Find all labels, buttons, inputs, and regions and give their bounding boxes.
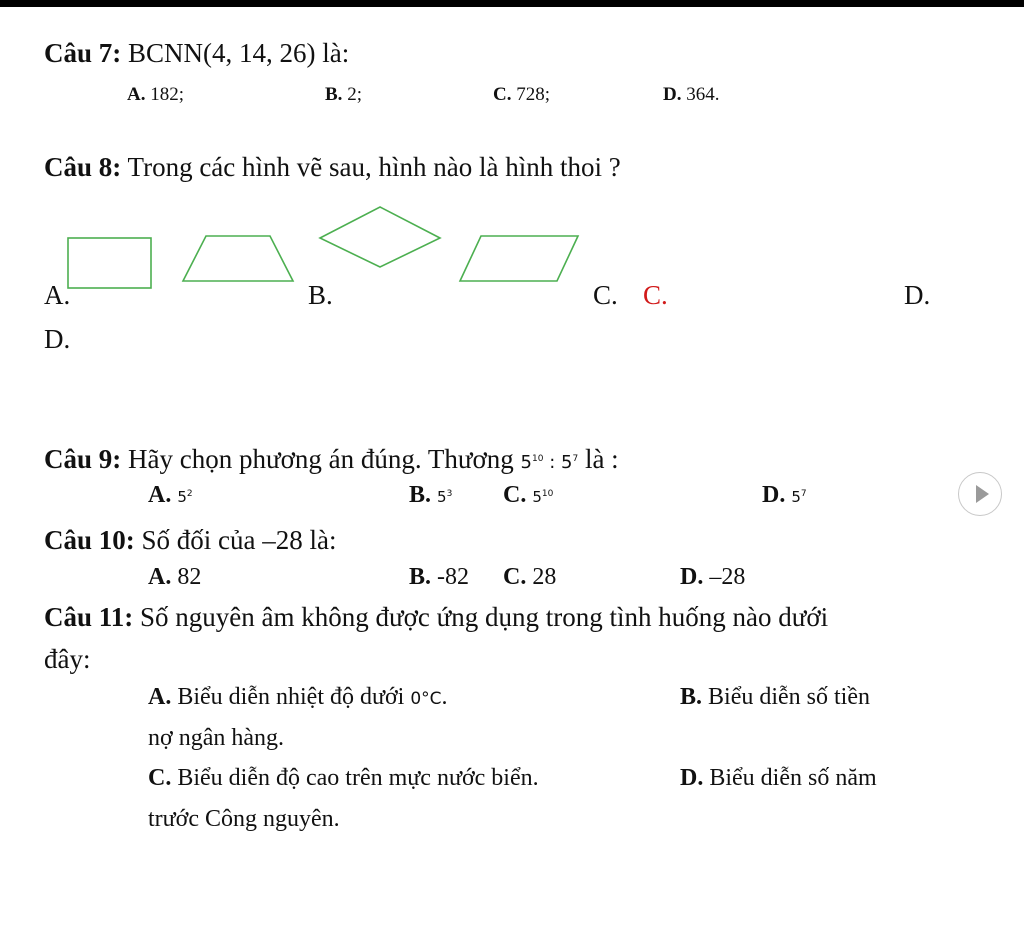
q9-option-d: D. $5^7$ xyxy=(762,482,807,508)
q8-label-d-repeat: D. xyxy=(44,324,71,354)
trapezoid-shape xyxy=(183,236,293,281)
q7-text: BCNN(4, 14, 26) là: xyxy=(128,38,350,68)
q11-title: Câu 11: xyxy=(44,602,134,632)
q11-heading xyxy=(44,602,828,633)
q10-option-a: A. 82 xyxy=(148,564,202,590)
q11-option-a: A. Biểu diễn nhiệt độ dưới 0°C. xyxy=(148,684,448,710)
q10-text: Số đối của –28 là: xyxy=(141,525,337,555)
q9-option-c: C. $5^{10}$ xyxy=(503,482,554,508)
q10-option-d: D. –28 xyxy=(680,564,746,590)
q9-text-end: là : xyxy=(584,444,619,474)
q9-heading xyxy=(44,444,619,475)
top-bar xyxy=(0,0,1024,7)
q9-title: Câu 9: xyxy=(44,444,122,474)
play-icon xyxy=(976,485,989,503)
q11-line1: Số nguyên âm không được ứng dụng trong tình huống nào dưới xyxy=(140,602,829,632)
q10-option-c: C. 28 xyxy=(503,564,557,590)
q11-option-c: C. Biểu diễn độ cao trên mực nước biển. xyxy=(148,765,539,791)
parallelogram-shape xyxy=(460,236,578,281)
square-shape xyxy=(68,238,151,288)
q11-option-b-continued: nợ ngân hàng. xyxy=(148,725,284,751)
q7-heading xyxy=(44,38,349,69)
q9-option-a: A. $5^2$ xyxy=(148,482,193,508)
q10-option-b: B. -82 xyxy=(409,564,470,590)
q8-title: Câu 8: xyxy=(44,152,122,182)
q7-option-d: D. 364. xyxy=(663,84,720,105)
q8-text: Trong các hình vẽ sau, hình nào là hình thoi ? xyxy=(127,152,621,182)
q10-heading xyxy=(44,525,337,556)
q8-answer-highlight: C. xyxy=(643,280,668,310)
q8-heading xyxy=(44,152,621,183)
q9-text: Hãy chọn phương án đúng. Thương xyxy=(128,444,514,474)
q7-title: Câu 7: xyxy=(44,38,122,68)
q11-option-b: B. Biểu diễn số tiền xyxy=(680,684,870,710)
q11-line2: đây: xyxy=(44,644,91,674)
q8-label-b: B. xyxy=(308,280,333,310)
rhombus-shape xyxy=(320,207,440,267)
q9-option-b: B. $5^3$ xyxy=(409,482,453,508)
q11-option-d: D. Biểu diễn số năm xyxy=(680,765,877,791)
q11-option-d-continued: trước Công nguyên. xyxy=(148,806,340,832)
q8-label-c: C. xyxy=(593,280,618,310)
q7-option-b: B. 2; xyxy=(325,84,362,105)
q10-title: Câu 10: xyxy=(44,525,135,555)
q7-option-c: C. 728; xyxy=(493,84,551,105)
play-button[interactable] xyxy=(958,472,1002,516)
q8-label-d: D. xyxy=(904,280,931,310)
q9-expression: $5^{10}$ : $5^7$ xyxy=(520,452,579,473)
q7-option-a: A. 182; xyxy=(127,84,185,105)
q8-label-a: A. xyxy=(44,280,71,310)
